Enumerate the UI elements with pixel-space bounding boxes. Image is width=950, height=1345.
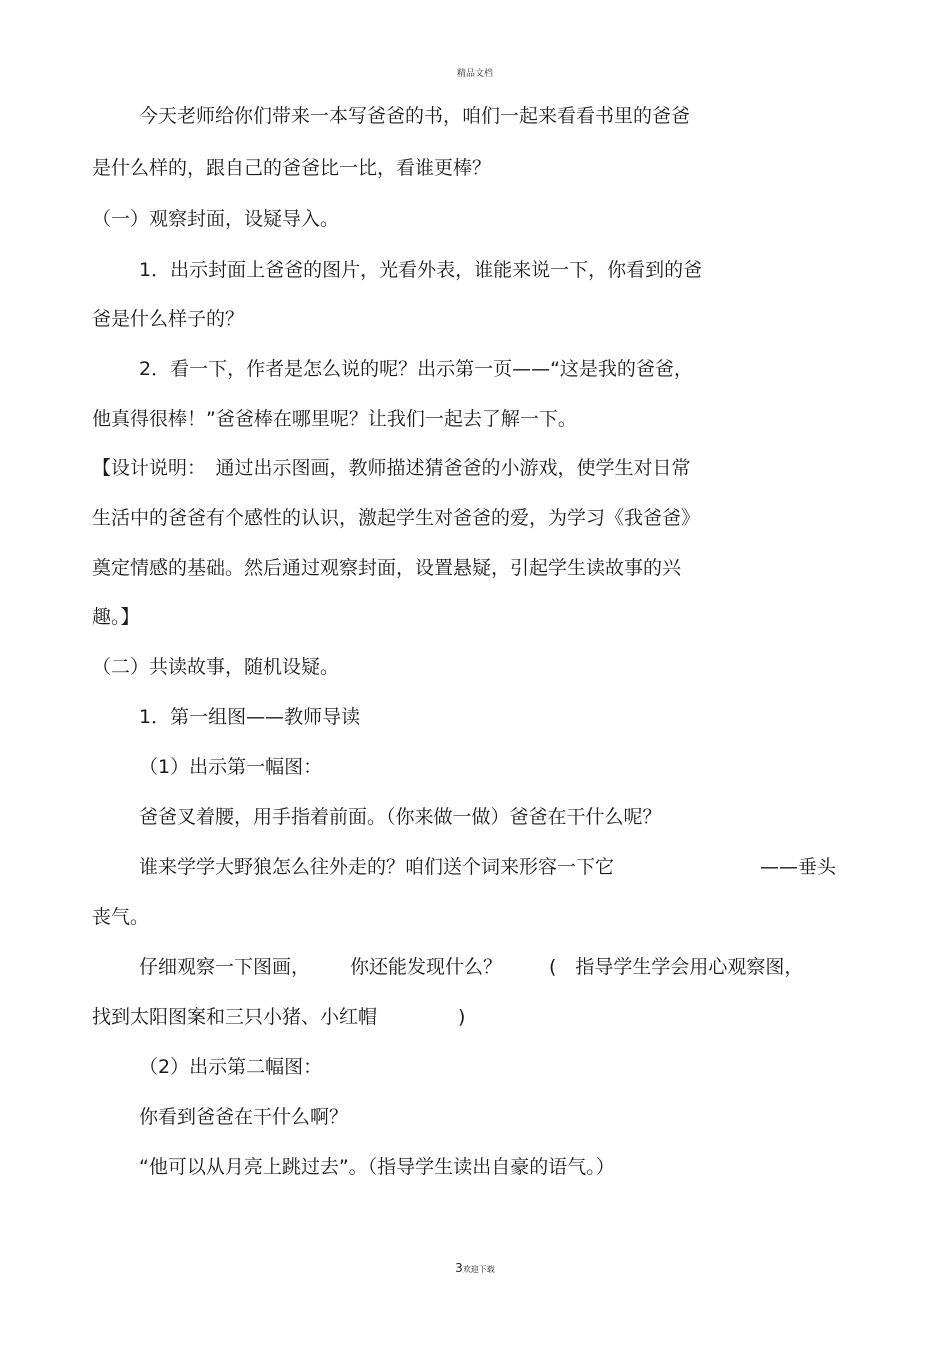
paragraph-line: （2）出示第二幅图： bbox=[139, 1056, 323, 1078]
page-number: 3 bbox=[455, 1261, 463, 1275]
design-note-line: 【设计说明： 通过出示图画，教师描述猜爸爸的小游戏，使学生对日常 bbox=[92, 457, 691, 479]
paragraph-line: 他真得很棒！”爸爸棒在哪里呢？让我们一起去了解一下。 bbox=[92, 408, 577, 430]
paragraph-line: 找到太阳图案和三只小猪、小红帽 bbox=[92, 1006, 378, 1028]
paragraph-line-part: ) bbox=[458, 1006, 466, 1028]
paragraph-line: 1．出示封面上爸爸的图片，光看外表，谁能来说一下，你看到的爸 bbox=[139, 259, 703, 281]
paragraph-line: 今天老师给你们带来一本写爸爸的书，咱们一起来看看书里的爸爸 bbox=[139, 105, 691, 127]
page-header: 精品文档 bbox=[456, 69, 493, 79]
paragraph-line: 丧气。 bbox=[92, 906, 150, 928]
paragraph-line: “他可以从月亮上跳过去”。（指导学生读出自豪的语气。） bbox=[139, 1156, 615, 1178]
section-heading: （一）观察封面，设疑导入。 bbox=[92, 208, 340, 230]
design-note-line: 生活中的爸爸有个感性的认识，激起学生对爸爸的爱，为学习《我爸爸》 bbox=[92, 507, 701, 529]
paragraph-line: 是什么样的，跟自己的爸爸比一比，看谁更棒？ bbox=[92, 157, 492, 179]
paragraph-line-part: 你还能发现什么？ bbox=[350, 956, 503, 978]
page-footer bbox=[0, 1261, 950, 1275]
paragraph-line: 1．第一组图——教师导读 bbox=[139, 706, 361, 728]
paragraph-line: （1）出示第一幅图： bbox=[139, 756, 323, 778]
footer-label: 欢迎下载 bbox=[462, 1265, 495, 1274]
paragraph-line: 谁来学学大野狼怎么往外走的？咱们送个词来形容一下它 bbox=[139, 856, 615, 878]
paragraph-line-tail: ——垂头 bbox=[760, 856, 837, 878]
paragraph-line: 2．看一下，作者是怎么说的呢？出示第一页——“这是我的爸爸， bbox=[139, 358, 693, 380]
paragraph-line: 仔细观察一下图画， bbox=[139, 956, 311, 978]
design-note-line: 趣。】 bbox=[92, 606, 140, 628]
paragraph-line: 爸爸叉着腰，用手指着前面。（你来做一做）爸爸在干什么呢？ bbox=[139, 806, 662, 828]
paragraph-line-part: ( 指导学生学会用心观察图， bbox=[549, 956, 804, 978]
paragraph-line: 你看到爸爸在干什么啊？ bbox=[139, 1106, 349, 1128]
design-note-line: 奠定情感的基础。然后通过观察封面，设置悬疑，引起学生读故事的兴 bbox=[92, 557, 682, 579]
paragraph-line: 爸是什么样子的？ bbox=[92, 308, 245, 330]
section-heading: （二）共读故事，随机设疑。 bbox=[92, 656, 340, 678]
